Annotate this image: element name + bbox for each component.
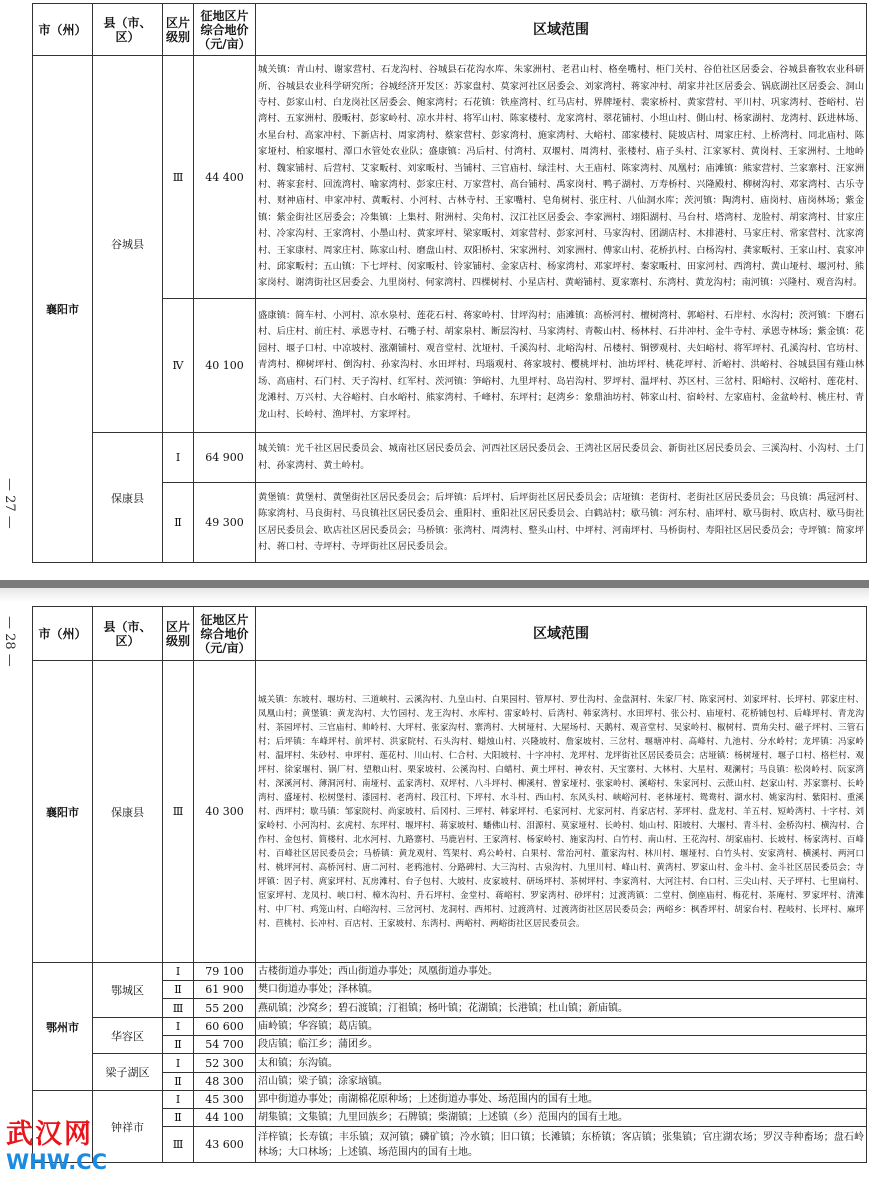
scope-cell: 胡集镇；文集镇；九里回族乡；石牌镇；柴湖镇；上述镇（乡）范围内的国有土地。 — [256, 1109, 867, 1127]
grade-cell: Ⅱ — [163, 1109, 194, 1127]
table-row — [33, 1018, 867, 1036]
site-logo — [6, 1120, 126, 1176]
city-cell: 襄阳市 — [33, 661, 93, 963]
grade-cell: Ⅲ — [163, 1127, 194, 1163]
header-county: 县（市、区） — [93, 607, 163, 661]
price-cell: 40 100 — [194, 299, 256, 433]
price-cell: 60 600 — [194, 1018, 256, 1036]
scope-cell: 沼山镇；梁子镇；涂家垴镇。 — [256, 1073, 867, 1091]
page-number — [2, 616, 24, 667]
price-cell: 55 200 — [194, 999, 256, 1018]
header-scope: 区域范围 — [256, 4, 867, 56]
table-row — [33, 661, 867, 963]
grade-cell: Ⅱ — [163, 483, 194, 563]
header-price: 征地区片综合地价（元/亩） — [194, 4, 256, 56]
grade-cell: Ⅱ — [163, 1036, 194, 1054]
grade-cell: Ⅰ — [163, 1018, 194, 1036]
page-number-text: — 28 — — [2, 616, 17, 667]
scope-cell: 郢中街道办事处；南湖棉花原种场；上述街道办事处、场范围内的国有土地。 — [256, 1091, 867, 1109]
table-row — [33, 1091, 867, 1109]
header-county: 县（市、区） — [93, 4, 163, 56]
land-price-table-page-27 — [32, 3, 867, 563]
price-cell: 52 300 — [194, 1054, 256, 1073]
scope-cell: 樊口街道办事处；泽林镇。 — [256, 981, 867, 999]
price-cell: 48 300 — [194, 1073, 256, 1091]
scope-cell: 燕矶镇；沙窝乡；碧石渡镇；汀祖镇；杨叶镇；花湖镇；长港镇；杜山镇；新庙镇。 — [256, 999, 867, 1018]
table-header-row — [33, 607, 867, 661]
grade-cell: Ⅱ — [163, 1073, 194, 1091]
table-row — [33, 1054, 867, 1073]
county-cell: 钟祥市 — [93, 1091, 163, 1163]
grade-cell: Ⅱ — [163, 981, 194, 999]
scope-cell: 城关镇：青山村、谢家营村、石龙沟村、谷城县石花沟水库、朱家洲村、老君山村、格垒嘴村、柜门关村、谷伯社区居委会、谷城县畜牧农业科研所、谷城县农业科学研究所；谷城经济开发区：苏家盘村、莫家河社区居委会、刘家湾村、蒋家冲村、胡家井社区居委会、锅底湖社区居委会、洞山寺村、彭家山村、白龙岗社区居委会、鲍家湾村；石花镇：铁座湾村、红马店村、界牌垭村、裴家桥村、黄家营村、平川村、巩家湾村、苍峪村、岩湾村、五家洲村、殷畈村、彭家岭村、凉水井村、将军山村、陈家楼村、龙家湾村、翠花铺村、小坦山村、側山村、杨家湖村、龙湾村、跃进林场、水星台村、高家冲村、下新店村、周家湾村、蔡家营村、彭家湾村、施家湾村、大峪村、邵家楼村、陡坡店村、周家庄村、上桥湾村、同北庙村、陈家垭村、柏家堰村、潭口水管处农业队；盛康镇：冯后村、付湾村、双堰村、周湾村、张楼村、庙子头村、江家冢村、黄岗村、王家洲村、土地岭村、魏家铺村、后营村、艾家畈村、刘家畈村、当铺村、三官庙村、绿洼村、大王庙村、陈家湾村、凤凰村；庙滩镇：熊家营村、兰家寨村、汪家洲村、蒋家套村、回流湾村、喻家湾村、彭家庄村、万家营村、高台铺村、禹家岗村、鸭子湖村、万寿桥村、兴隆殿村、柳树沟村、邓家湾村、古乐寺村、财神庙村、申家冲村、黄畈村、小河村、古林寺村、王家嘴村、皂角树村、张庄村、八仙洞水库；茨河镇：陶湾村、庙岗村、庙岗林场；紫金镇：紫金街社区居委会；冷集镇：上集村、附洲村、尖角村、汉江社区居委会、李家洲村、翊阳湖村、马台村、塔湾村、龙脸村、胡家湾村、甘家庄村、冷家沟村、王家湾村、小墨山村、黄家坪村、梁家畈村、刘家营村、彭家河村、马家沟村、团湖店村、木排港村、马家庄村、常家营村、沈家湾村、王家康村、周家庄村、陈家山村、磨盘山村、双阳桥村、宋家洲村、刘家洲村、傅家山村、花桥扒村、白杨沟村、龚家畈村、王家山村、袁家冲村、邱家畈村；五山镇：下七坪村、闵家畈村、铃家铺村、金家店村、杨家湾村、邓家坪村、秦家畈村、田家河村、西湾村、黄山垭村、堰河村、熊家岗村、谢湾街社区居委会、九里岗村、何家湾村、四棵树村、小星店村、黄峪铺村、夏家寨村、东湾村、黄龙沟村；南河镇：兴隆村、观音沟村。 — [256, 56, 867, 299]
price-cell: 79 100 — [194, 963, 256, 981]
grade-cell: Ⅳ — [163, 299, 194, 433]
grade-cell: Ⅰ — [163, 963, 194, 981]
price-cell: 45 300 — [194, 1091, 256, 1109]
header-price: 征地区片综合地价（元/亩） — [194, 607, 256, 661]
county-cell: 梁子湖区 — [93, 1054, 163, 1091]
scope-cell: 城关镇：东坡村、堰坊村、三道峡村、云溪沟村、九皇山村、白果园村、管厚村、罗仕沟村、金盘洞村、朱家厂村、陈家河村、刘家坪村、长坪村、郭家庄村、凤凰山村；黄堡镇：黄龙沟村、大竹园村、龙王沟村、水库村、雷家岭村、后湾村、韩家湾村、水田坪村、张公村、庙垭村、花桥铺包村、后峰坪村、青龙沟村、茶园坪村、三官庙村、帅岭村、大坪村、张家沟村、寨湾村、大树垭村、大屋场村、天鹅村、观音堂村、吴家岭村、椒树村、贾角尖村、磁子坪村、三管石村；后坪镇：车峰坪村、前坪村、洪家院村、石头沟村、蜡烛山村、兴隆坡村、詹家坡村、三岔村、堰塘冲村、高峰村、九池村、分水岭村；龙坪镇：冯家岭村、温坪村、朱砂村、申坪村、莲花村、川山村、仁合村、大阳坡村、十字冲村、龙坪村、龙坪街社区居民委员会；店垭镇：杨树垭村、堰子口村、格栏村、观坪村、徐家堰村、锅厂村、望粮山村、栗家坡村、公溪沟村、白蜡村、黄土坪村、神农村、天宝寨村、大林村、大星村、观澜村；马良镇：松岗岭村、阮家湾村、深溪河村、薄洞河村、南垭村、孟家湾村、双坪村、八斗坪村、柳溪村、曾家垭村、张家岭村、溪峪村、朱家河村、云蔗山村、赵家山村、苏家寨村、长岭湾村、盛垭村、松树堡村、漆园村、老湾村、段江村、下坪村、水斗村、西山村、东风头村、峡峪河村、老林垭村、鸳鸯村、湖水村、姚家沟村、紫阳村、重溪村、西坪村；歇马镇：邹家院村、尚家坡村、后冈村、三坪村、韩家坪村、毛家河村、尤家河村、肖家店村、茅坪村、盘龙村、羊五村、短岭湾村、十字村、刘家岭村、小河沟村、玄虎村、东坪村、堰坪村、蒋家坡村、蟠佛山村、泪源村、莫家垭村、长岭村、灿山村、阳坡村、大堰村、青斗村、金桥沟村、横沟村、合作村、金包村、简楼村、北水河村、九路寨村、马鹿岩村、王家湾村、杨家岭村、施家沟村、白竹村、南山村、王花沟村、胡家庙村、长坡村、杨家湾村、百峰村、百峰社区居民委员会；马桥镇：黄龙观村、笃架村、鸡公岭村、白果村、常治河村、董家沟村、林川村、堰垭村、白竹头村、安家湾村、横溪村、两河口村、桃坪河村、高桥河村、唐二河村、老鸦池村、分路碑村、大三沟村、古泉沟村、九里川村、峰山村、黄湾村、罗家山村、金斗村、金斗社区居民委员会；寺坪镇：因子村、庹家坪村、瓦房滩村、台子包村、大坡村、皮家坡村、研场坪村、茶树坪村、李家湾村、大河注村、台口村、三尖山村、天子坪村、七里扁村、宦家坪村、龙凤村、峡口村、樟木沟村、升石坪村、金堂村、蒋峪村、罗家湾村、砂坪村；过渡湾镇：二堂村、倒座庙村、梅花村、茶庵村、罗家坪村、清滩村、中厂村、鸡笼山村、白峪沟村、三岔河村、龙洞村、西邦村、过渡湾村、过渡湾街社区居民委员会；两峪乡：枫香坪村、胡家台村、程岐村、长坪村、麻坪村、苣桃村、长冲村、百店村、王家坡村、东湾村、两峪村、两峪街社区居民委员会。 — [256, 661, 867, 963]
header-city: 市（州） — [33, 4, 93, 56]
price-cell: 43 600 — [194, 1127, 256, 1163]
price-cell: 44 400 — [194, 56, 256, 299]
county-cell: 华容区 — [93, 1018, 163, 1054]
header-grade: 区片级别 — [163, 4, 194, 56]
scope-cell: 古楼街道办事处；西山街道办事处；凤凰街道办事处。 — [256, 963, 867, 981]
table-header-row — [33, 4, 867, 56]
page-number — [2, 478, 24, 529]
table-row — [33, 56, 867, 299]
page-27 — [0, 0, 869, 566]
price-cell: 61 900 — [194, 981, 256, 999]
scope-cell: 城关镇：光千社区居民委员会、城南社区居民委员会、河西社区居民委员会、王湾社区居民委员会、新街社区居民委员会、三溪沟村、小沟村、土门村、孙家湾村、黄土岭村。 — [256, 433, 867, 483]
county-cell: 谷城县 — [93, 56, 163, 433]
price-cell: 40 300 — [194, 661, 256, 963]
scope-cell: 段店镇；临江乡；蒲团乡。 — [256, 1036, 867, 1054]
city-cell: 鄂州市 — [33, 963, 93, 1091]
header-grade: 区片级别 — [163, 607, 194, 661]
scope-cell: 庙岭镇；华容镇；葛店镇。 — [256, 1018, 867, 1036]
scope-cell: 黄堡镇：黄堡村、黄堡街社区居民委员会；后坪镇：后坪村、后坪街社区居民委员会；店垭镇：老街村、老街社区居民委员会；马良镇：禹冠河村、陈家湾村、马良街村、马良镇社区居民委员会、重阳村、重阳社区居民委员会、白鹤站村；歇马镇：河东村、庙坪村、歇马街村、欧店村、歇马街社区居民委员会、欧店社区居民委员会；马桥镇：张湾村、周湾村、整头山村、中坪村、河南坪村、马桥街村、寿阳社区居民委员会；寺坪镇：简家坪村、蒋口村、寺坪村、寺坪街社区居民委员会。 — [256, 483, 867, 563]
price-cell: 54 700 — [194, 1036, 256, 1054]
logo-en-text: WHW.CC — [6, 1150, 107, 1174]
grade-cell: Ⅰ — [163, 1091, 194, 1109]
county-cell: 保康县 — [93, 661, 163, 963]
header-scope: 区域范围 — [256, 607, 867, 661]
table-row — [33, 433, 867, 483]
price-cell: 49 300 — [194, 483, 256, 563]
logo-cn-text: 武汉网 — [6, 1119, 93, 1150]
city-cell: 襄阳市 — [33, 56, 93, 563]
grade-cell: Ⅰ — [163, 1054, 194, 1073]
grade-cell: Ⅲ — [163, 56, 194, 299]
header-city: 市（州） — [33, 607, 93, 661]
grade-cell: Ⅰ — [163, 433, 194, 483]
county-cell: 保康县 — [93, 433, 163, 563]
page-28 — [0, 602, 869, 1178]
land-price-table-page-28 — [32, 606, 867, 1163]
page-divider — [0, 566, 869, 602]
scope-cell: 洋梓镇；长寿镇；丰乐镇；双河镇；磷矿镇；冷水镇；旧口镇；长滩镇；东桥镇；客店镇；张集镇；官庄湖农场；罗汉寺种畜场；盘石岭林场；大口林场；上述镇、场范围内的国有土地。 — [256, 1127, 867, 1163]
price-cell: 44 100 — [194, 1109, 256, 1127]
table-row — [33, 963, 867, 981]
page-number-text: — 27 — — [2, 478, 17, 529]
price-cell: 64 900 — [194, 433, 256, 483]
scope-cell: 盛康镇：简车村、小河村、凉水泉村、莲花石村、蒋家岭村、甘坪沟村；庙滩镇：高桥河村、檀树湾村、郭峪村、石岸村、水沟村；茨河镇：下磨石村、后庄村、前庄村、承恩寺村、石嘴子村、胡家泉村、断层沟村、马家湾村、青鞍山村、杨林村、石井冲村、金牛寺村、承恩寺林场；紫金镇：花园村、堰子口村、中凉坡村、涨潮铺村、观音堂村、沈垭村、千溪沟村、北峪沟村、吊楼村、铜锣观村、夫妇峪村、将军坪村、孔溪沟村、官坊村、青湾村、柳树坪村、倒沟村、孙家沟村、水田坪村、玛瑙观村、蒋家坡村、樱桃坪村、油坊坪村、桃花坪村、沂峪村、洪峪村、谷城县国有薤山林场、高庙村、石门村、天子沟村、红军村、茨河镇：笋峪村、九里坪村、岛岩沟村、罗坪村、温坪村、苏区村、三岔村、阳峪村、汉峪村、莲花村、龙滩村、万兴村、大谷峪村、白水峪村、熊家湾村、千峰村、东坪村；赵湾乡：象鼎油坊村、韩家山村、宿岭村、左家庙村、金盆岭村、桃庄村、青龙山村、长岭村、渔坪村、方家坪村。 — [256, 299, 867, 433]
grade-cell: Ⅲ — [163, 661, 194, 963]
county-cell: 鄂城区 — [93, 963, 163, 1018]
scope-cell: 太和镇；东沟镇。 — [256, 1054, 867, 1073]
grade-cell: Ⅲ — [163, 999, 194, 1018]
